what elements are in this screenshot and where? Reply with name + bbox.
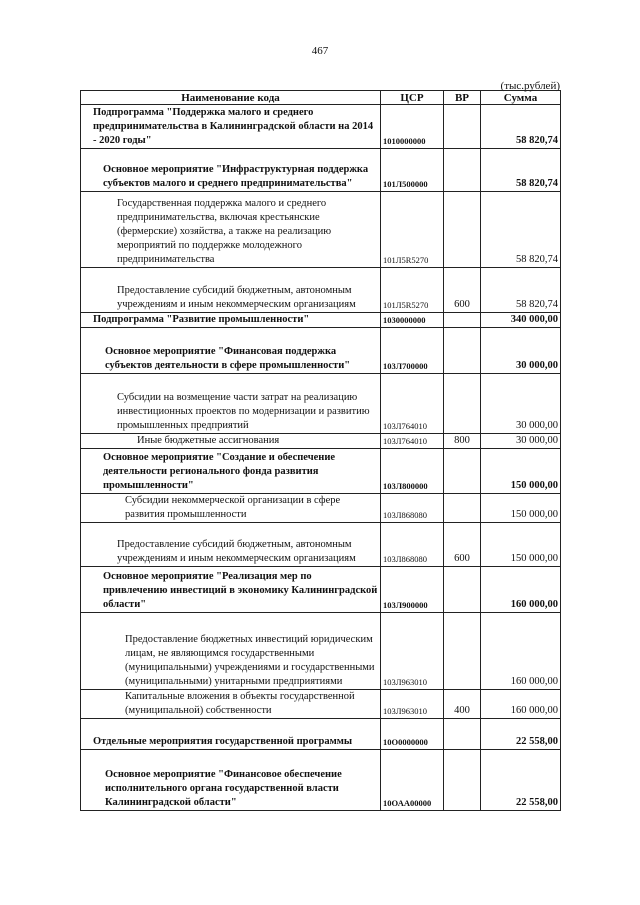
row-sum: 30 000,00 — [481, 374, 561, 434]
row-name: Капитальные вложения в объекты государственной (муниципальной) собственности — [81, 690, 381, 719]
row-csr: 103Л868080 — [381, 523, 444, 567]
table-row — [81, 328, 561, 374]
table-row — [81, 613, 561, 690]
row-csr: 103Л868080 — [381, 494, 444, 523]
row-vr: 800 — [444, 434, 481, 449]
row-sum: 160 000,00 — [481, 567, 561, 613]
row-vr — [444, 750, 481, 811]
row-csr: 101Л500000 — [381, 149, 444, 192]
row-sum: 22 558,00 — [481, 750, 561, 811]
row-vr — [444, 449, 481, 494]
row-name: Отдельные мероприятия государственной программы — [81, 719, 381, 750]
table-row — [81, 494, 561, 523]
table-row — [81, 449, 561, 494]
row-vr — [444, 313, 481, 328]
row-vr — [444, 328, 481, 374]
row-sum: 58 820,74 — [481, 105, 561, 149]
table-row — [81, 149, 561, 192]
table-row — [81, 719, 561, 750]
row-name: Подпрограмма "Развитие промышленности" — [81, 313, 381, 328]
row-name: Предоставление субсидий бюджетным, автономным учреждениям и иным некоммерческим организациям — [81, 523, 381, 567]
row-csr: 103Л963010 — [381, 613, 444, 690]
table-row — [81, 192, 561, 268]
row-name: Иные бюджетные ассигнования — [81, 434, 381, 449]
row-vr — [444, 192, 481, 268]
row-csr: 103Л800000 — [381, 449, 444, 494]
header-vr: ВР — [444, 91, 481, 105]
row-name: Предоставление бюджетных инвестиций юридическим лицам, не являющимся государственными (муниципальными) учреждениями и государственными (муниципальными) унитарными предприятиями — [81, 613, 381, 690]
row-csr: 103Л900000 — [381, 567, 444, 613]
row-sum: 30 000,00 — [481, 328, 561, 374]
row-csr: 103Л700000 — [381, 328, 444, 374]
row-name: Основное мероприятие "Инфраструктурная поддержка субъектов малого и среднего предпринимательства" — [81, 149, 381, 192]
row-sum: 30 000,00 — [481, 434, 561, 449]
row-sum: 22 558,00 — [481, 719, 561, 750]
row-vr — [444, 719, 481, 750]
row-vr — [444, 149, 481, 192]
table-row — [81, 690, 561, 719]
row-csr: 10ОАА00000 — [381, 750, 444, 811]
row-name: Предоставление субсидий бюджетным, автономным учреждениям и иным некоммерческим организациям — [81, 268, 381, 313]
table-row — [81, 523, 561, 567]
row-csr: 10О0000000 — [381, 719, 444, 750]
row-name: Основное мероприятие "Создание и обеспечение деятельности регионального фонда развития промышленности" — [81, 449, 381, 494]
row-vr — [444, 567, 481, 613]
table-row — [81, 105, 561, 149]
row-csr: 1030000000 — [381, 313, 444, 328]
row-name: Подпрограмма "Поддержка малого и среднего предпринимательства в Калининградской области на 2014 - 2020 годы" — [81, 105, 381, 149]
row-name: Основное мероприятие "Финансовое обеспечение исполнительного органа государственной власти Калининградской области" — [81, 750, 381, 811]
table-header-row — [81, 91, 561, 105]
row-vr — [444, 494, 481, 523]
units-label: (тыс.рублей) — [500, 80, 560, 92]
header-csr: ЦСР — [381, 91, 444, 105]
row-name: Основное мероприятие "Реализация мер по привлечению инвестиций в экономику Калининградской области" — [81, 567, 381, 613]
page-number: 467 — [311, 45, 329, 57]
row-sum: 340 000,00 — [481, 313, 561, 328]
row-sum: 150 000,00 — [481, 449, 561, 494]
row-csr: 103Л963010 — [381, 690, 444, 719]
header-sum: Сумма — [481, 91, 561, 105]
budget-table — [80, 90, 561, 811]
row-name: Субсидии некоммерческой организации в сфере развития промышленности — [81, 494, 381, 523]
row-csr: 103Л764010 — [381, 434, 444, 449]
row-sum: 150 000,00 — [481, 494, 561, 523]
row-vr — [444, 105, 481, 149]
row-sum: 160 000,00 — [481, 613, 561, 690]
row-vr — [444, 374, 481, 434]
row-sum: 58 820,74 — [481, 192, 561, 268]
table-row — [81, 268, 561, 313]
row-sum: 58 820,74 — [481, 268, 561, 313]
row-vr: 600 — [444, 523, 481, 567]
table-row — [81, 374, 561, 434]
row-csr: 1010000000 — [381, 105, 444, 149]
table-row — [81, 750, 561, 811]
row-sum: 58 820,74 — [481, 149, 561, 192]
header-name: Наименование кода — [81, 91, 381, 105]
row-vr — [444, 613, 481, 690]
row-sum: 160 000,00 — [481, 690, 561, 719]
row-name: Основное мероприятие "Финансовая поддержка субъектов деятельности в сфере промышленности" — [81, 328, 381, 374]
row-name: Государственная поддержка малого и среднего предпринимательства, включая крестьянские (фермерские) хозяйства, а также на реализацию мероприятий по поддержке молодежного предпринимательства — [81, 192, 381, 268]
row-csr: 101Л5R5270 — [381, 192, 444, 268]
table-row — [81, 434, 561, 449]
table-row — [81, 567, 561, 613]
table-row — [81, 313, 561, 328]
row-name: Субсидии на возмещение части затрат на реализацию инвестиционных проектов по модернизации и развитию промышленных предприятий — [81, 374, 381, 434]
row-vr: 600 — [444, 268, 481, 313]
row-vr: 400 — [444, 690, 481, 719]
row-csr: 103Л764010 — [381, 374, 444, 434]
row-sum: 150 000,00 — [481, 523, 561, 567]
row-csr: 101Л5R5270 — [381, 268, 444, 313]
